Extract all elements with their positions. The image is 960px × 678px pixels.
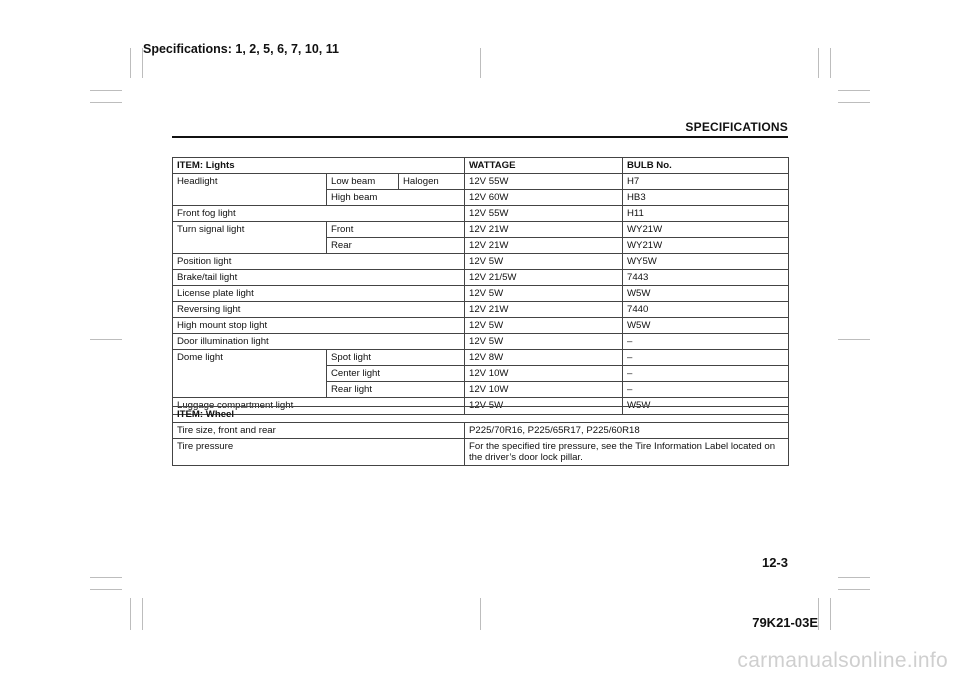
bulb-cell: 7440 <box>623 302 789 318</box>
crop-mark <box>90 339 122 340</box>
sub-item-cell: High beam <box>327 190 465 206</box>
crop-mark <box>838 339 870 340</box>
value-cell: P225/70R16, P225/65R17, P225/60R18 <box>465 423 789 439</box>
sub-item-cell: Rear <box>327 238 465 254</box>
bulb-cell: 7443 <box>623 270 789 286</box>
wattage-cell: 12V 55W <box>465 206 623 222</box>
crop-mark <box>830 48 831 78</box>
bulb-cell: W5W <box>623 286 789 302</box>
bulb-cell: – <box>623 382 789 398</box>
table-row <box>173 206 789 222</box>
table-header-row <box>173 158 789 174</box>
crop-mark <box>838 90 870 91</box>
table-row <box>173 423 789 439</box>
title-rule <box>172 136 788 138</box>
item-cell: High mount stop light <box>173 318 465 334</box>
table-row <box>173 334 789 350</box>
table-row <box>173 270 789 286</box>
lights-table <box>172 157 789 415</box>
wattage-cell: 12V 5W <box>465 398 623 414</box>
wattage-cell: 12V 21/5W <box>465 270 623 286</box>
table-row <box>173 286 789 302</box>
item-cell: Dome light <box>173 350 327 398</box>
crop-mark <box>830 598 831 630</box>
item-cell: Position light <box>173 254 465 270</box>
item-cell: Front fog light <box>173 206 465 222</box>
wattage-cell: 12V 10W <box>465 382 623 398</box>
wattage-cell: 12V 10W <box>465 366 623 382</box>
sub-item-cell: Front <box>327 222 465 238</box>
bulb-cell: WY5W <box>623 254 789 270</box>
crop-mark <box>90 102 122 103</box>
crop-mark <box>90 90 122 91</box>
sub-item-cell: Spot light <box>327 350 465 366</box>
bulb-cell: WY21W <box>623 222 789 238</box>
crop-mark <box>142 598 143 630</box>
wattage-cell: 12V 55W <box>465 174 623 190</box>
header-wattage: WATTAGE <box>465 158 623 174</box>
bulb-cell: – <box>623 350 789 366</box>
wattage-cell: 12V 5W <box>465 318 623 334</box>
item-cell: Reversing light <box>173 302 465 318</box>
wattage-cell: 12V 8W <box>465 350 623 366</box>
table-header-row <box>173 407 789 423</box>
item-cell: Tire size, front and rear <box>173 423 465 439</box>
section-title: SPECIFICATIONS <box>685 120 788 134</box>
spec-label: Specifications: 1, 2, 5, 6, 7, 10, 11 <box>143 42 339 56</box>
crop-mark <box>130 48 131 78</box>
table-row <box>173 318 789 334</box>
table-row <box>173 302 789 318</box>
wattage-cell: 12V 5W <box>465 254 623 270</box>
wattage-cell: 12V 21W <box>465 302 623 318</box>
header-item: ITEM: Wheel <box>173 407 789 423</box>
table-row <box>173 174 789 190</box>
item-cell: License plate light <box>173 286 465 302</box>
wattage-cell: 12V 60W <box>465 190 623 206</box>
value-cell: For the specified tire pressure, see the Tire Information Label located on the driver’s door lock pillar. <box>465 439 789 466</box>
sub-item-cell: Low beam <box>327 174 399 190</box>
item-cell: Tire pressure <box>173 439 465 466</box>
doc-code: 79K21-03E <box>752 615 818 630</box>
page-number: 12-3 <box>761 555 788 570</box>
wattage-cell: 12V 21W <box>465 238 623 254</box>
crop-mark <box>130 598 131 630</box>
watermark: carmanualsonline.info <box>737 649 948 672</box>
bulb-cell: H7 <box>623 174 789 190</box>
crop-mark <box>90 589 122 590</box>
bulb-cell: W5W <box>623 318 789 334</box>
wattage-cell: 12V 5W <box>465 334 623 350</box>
crop-mark <box>480 598 481 630</box>
item-cell: Door illumination light <box>173 334 465 350</box>
bulb-cell: – <box>623 366 789 382</box>
bulb-cell: HB3 <box>623 190 789 206</box>
table-row <box>173 222 789 238</box>
crop-mark <box>838 577 870 578</box>
crop-mark <box>90 577 122 578</box>
table-row <box>173 439 789 466</box>
item-cell: Headlight <box>173 174 327 206</box>
wattage-cell: 12V 5W <box>465 286 623 302</box>
crop-mark <box>838 102 870 103</box>
wheel-table <box>172 406 789 466</box>
item-cell: Brake/tail light <box>173 270 465 286</box>
table-row <box>173 254 789 270</box>
header-bulb: BULB No. <box>623 158 789 174</box>
sub-item-cell: Center light <box>327 366 465 382</box>
crop-mark <box>818 598 819 630</box>
wattage-cell: 12V 21W <box>465 222 623 238</box>
bulb-cell: W5W <box>623 398 789 414</box>
item-cell: Luggage compartment light <box>173 398 465 414</box>
item-cell: Turn signal light <box>173 222 327 254</box>
sub-item-cell: Halogen <box>399 174 465 190</box>
header-item: ITEM: Lights <box>173 158 465 174</box>
crop-mark <box>838 589 870 590</box>
bulb-cell: WY21W <box>623 238 789 254</box>
crop-mark <box>480 48 481 78</box>
table-row <box>173 350 789 366</box>
sub-item-cell: Rear light <box>327 382 465 398</box>
bulb-cell: – <box>623 334 789 350</box>
crop-mark <box>818 48 819 78</box>
bulb-cell: H11 <box>623 206 789 222</box>
